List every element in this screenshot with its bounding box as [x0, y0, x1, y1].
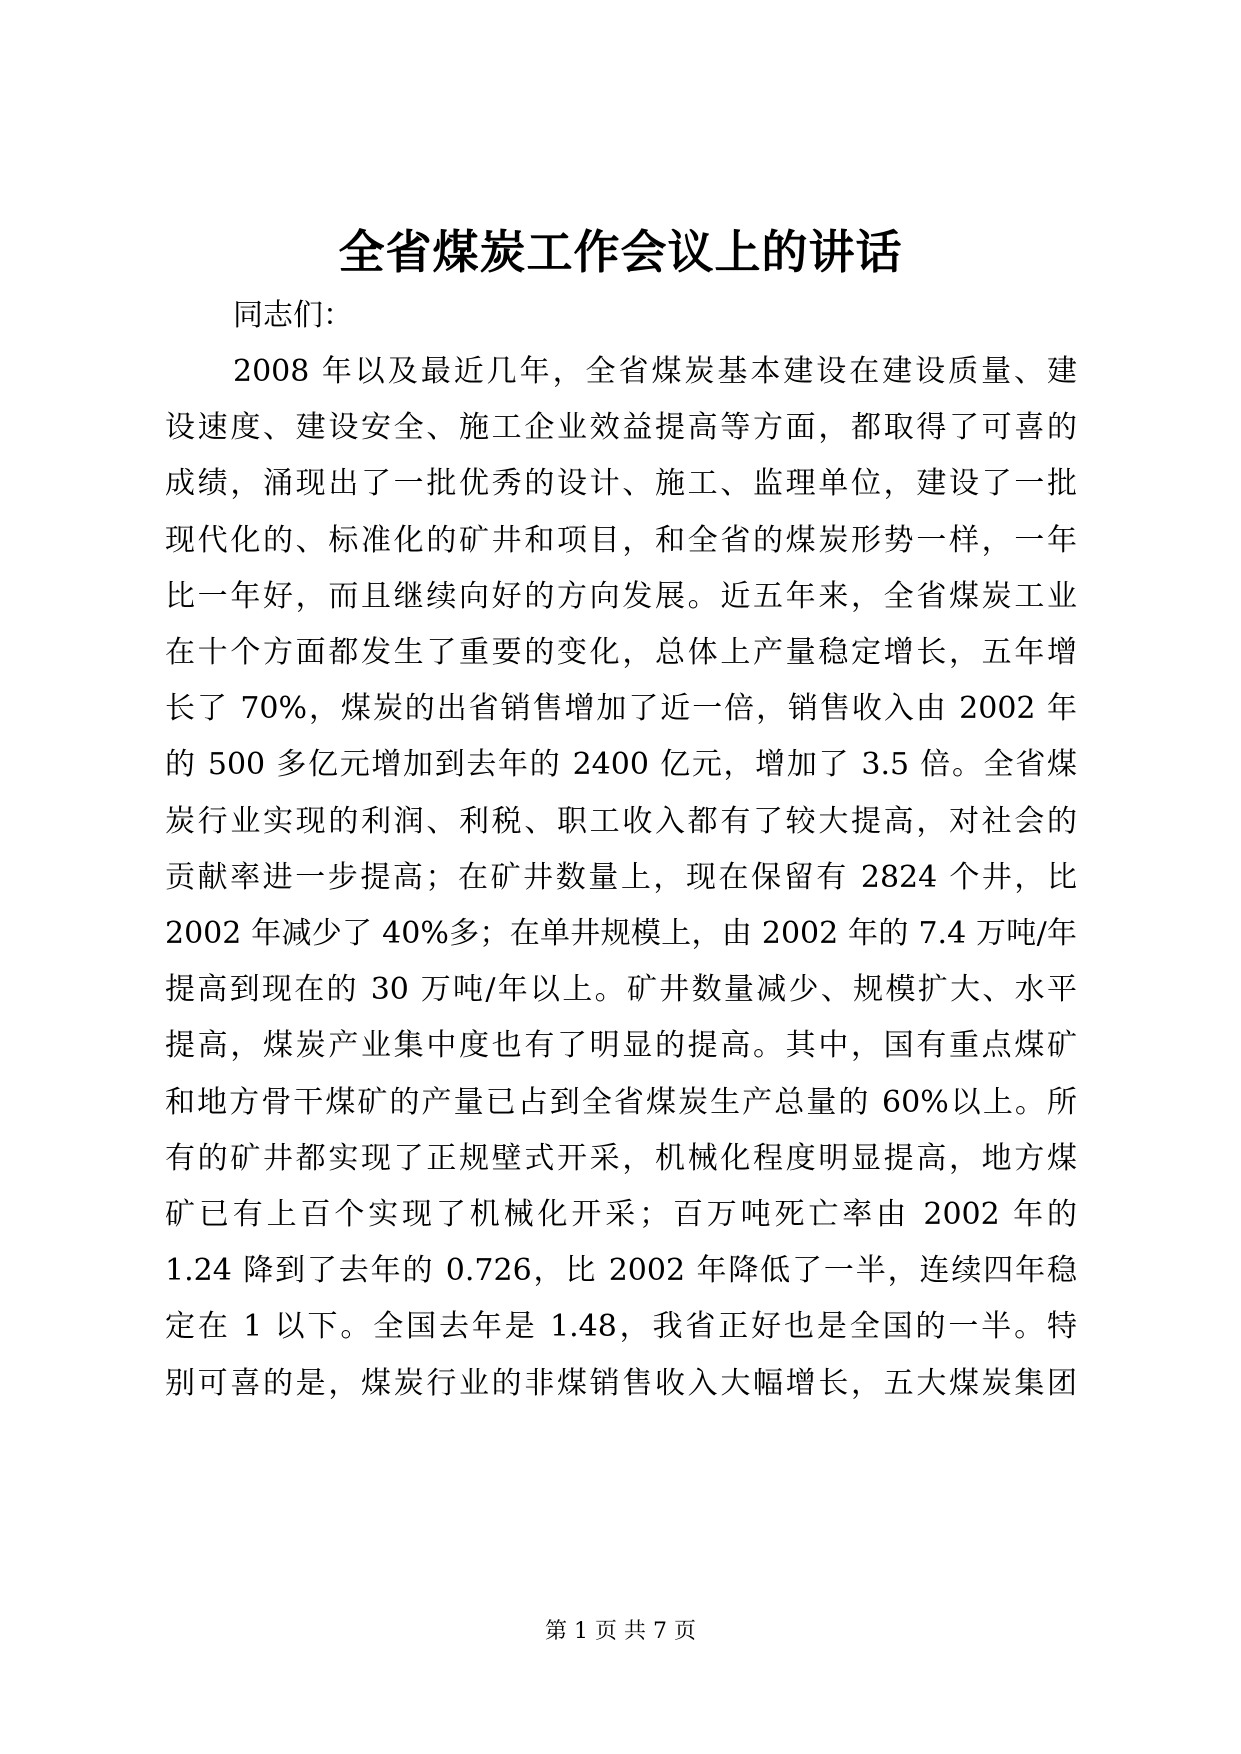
- body-line: 长了 70%，煤炭的出省销售增加了近一倍，销售收入由 2002 年: [165, 691, 1077, 726]
- body-line: 现代化的、标准化的矿井和项目，和全省的煤炭形势一样，一年: [165, 523, 1077, 558]
- body-line: 在十个方面都发生了重要的变化，总体上产量稳定增长，五年增: [165, 635, 1077, 670]
- body-line: 比一年好，而且继续向好的方向发展。近五年来，全省煤炭工业: [165, 579, 1077, 614]
- body-line: 的 500 多亿元增加到去年的 2400 亿元，增加了 3.5 倍。全省煤: [165, 747, 1077, 782]
- body-line: 2008 年以及最近几年，全省煤炭基本建设在建设质量、建: [233, 354, 1077, 389]
- body-line: 矿已有上百个实现了机械化开采；百万吨死亡率由 2002 年的: [165, 1197, 1077, 1232]
- body-line: 设速度、建设安全、施工企业效益提高等方面，都取得了可喜的: [165, 410, 1077, 445]
- body-line: 1.24 降到了去年的 0.726，比 2002 年降低了一半，连续四年稳: [165, 1253, 1077, 1288]
- body-line: 定在 1 以下。全国去年是 1.48，我省正好也是全国的一半。特: [165, 1309, 1077, 1344]
- body-line: 2002 年减少了 40%多；在单井规模上，由 2002 年的 7.4 万吨/年: [165, 916, 1077, 951]
- body-line: 成绩，涌现出了一批优秀的设计、施工、监理单位，建设了一批: [165, 466, 1077, 501]
- body-line: 提高到现在的 30 万吨/年以上。矿井数量减少、规模扩大、水平: [165, 972, 1077, 1007]
- body-line: 炭行业实现的利润、利税、职工收入都有了较大提高，对社会的: [165, 804, 1077, 839]
- salutation: 同志们：: [233, 298, 353, 333]
- body-line: 贡献率进一步提高；在矿井数量上，现在保留有 2824 个井，比: [165, 860, 1077, 895]
- document-title: 全省煤炭工作会议上的讲话: [338, 225, 903, 279]
- body-line: 和地方骨干煤矿的产量已占到全省煤炭生产总量的 60%以上。所: [165, 1085, 1077, 1120]
- body-line: 有的矿井都实现了正规壁式开采，机械化程度明显提高，地方煤: [165, 1141, 1077, 1176]
- page-footer: 第 1 页 共 7 页: [545, 1619, 696, 1644]
- body-line: 别可喜的是，煤炭行业的非煤销售收入大幅增长，五大煤炭集团: [165, 1366, 1077, 1401]
- body-line: 提高，煤炭产业集中度也有了明显的提高。其中，国有重点煤矿: [165, 1028, 1077, 1063]
